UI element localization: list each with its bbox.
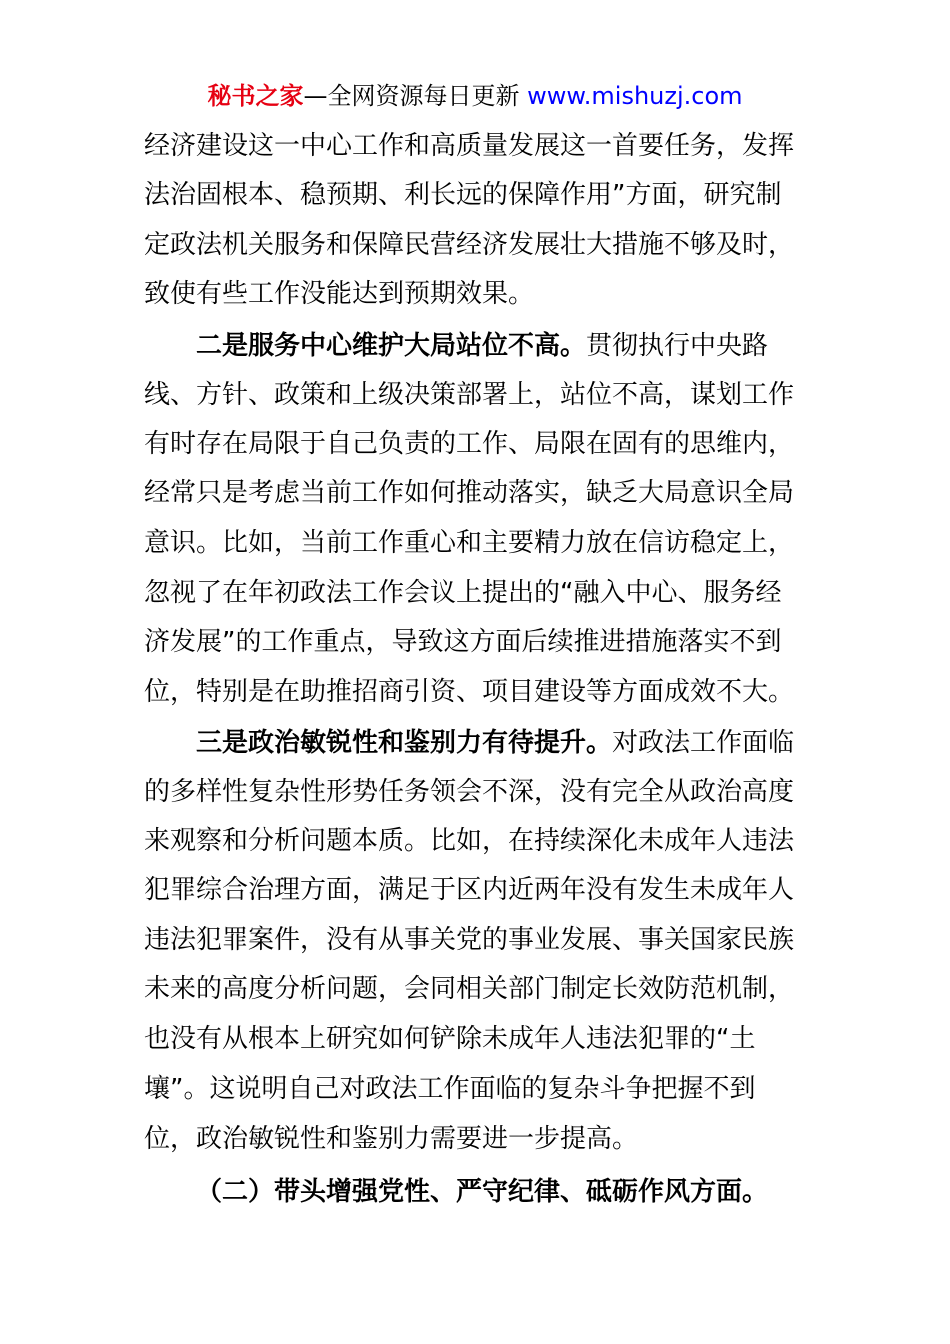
text-line: 违法犯罪案件，没有从事关党的事业发展、事关国家民族	[144, 925, 795, 955]
text-line: 来观察和分析问题本质。比如，在持续深化未成年人违法	[144, 826, 795, 856]
text-line: 线、方针、政策和上级决策部署上，站位不高，谋划工作	[144, 380, 795, 410]
text-line: 有时存在局限于自己负责的工作、局限在固有的思维内，	[144, 429, 795, 459]
page-header	[0, 80, 950, 112]
text-line: 位，政治敏锐性和鉴别力需要进一步提高。	[144, 1124, 639, 1154]
site-brand: 秘书之家	[207, 82, 304, 110]
text-line: 犯罪综合治理方面，满足于区内近两年没有发生未成年人	[144, 875, 795, 905]
section-heading: （二）带头增强党性、严守纪律、砥砺作风方面。	[196, 1177, 769, 1207]
text-line: 意识。比如，当前工作重心和主要精力放在信访稳定上，	[144, 528, 795, 558]
text-line: 定政法机关服务和保障民营经济发展壮大措施不够及时，	[144, 230, 795, 260]
site-url[interactable]: www.mishuzj.com	[527, 82, 743, 110]
paragraph-heading: 三是政治敏锐性和鉴别力有待提升。	[196, 728, 613, 758]
text-line: 未来的高度分析问题，会同相关部门制定长效防范机制，	[144, 974, 795, 1004]
paragraph-text: 贯彻执行中央路	[586, 331, 769, 361]
text-line: 的多样性复杂性形势任务领会不深，没有完全从政治高度	[144, 777, 795, 807]
text-line: 忽视了在年初政法工作会议上提出的“融入中心、服务经	[144, 578, 782, 608]
text-line: 也没有从根本上研究如何铲除未成年人违法犯罪的“土	[144, 1024, 756, 1054]
paragraph-text: 对政法工作面临	[612, 728, 795, 758]
paragraph-first-line	[196, 328, 768, 364]
text-line: 济发展”的工作重点，导致这方面后续推进措施落实不到	[144, 627, 782, 657]
site-slogan: —全网资源每日更新	[303, 82, 528, 110]
text-line: 壤”。这说明自己对政法工作面临的复杂斗争把握不到	[144, 1074, 756, 1104]
paragraph-first-line	[196, 725, 794, 761]
text-line: 法治固根本、稳预期、利长远的保障作用”方面，研究制	[144, 180, 782, 210]
text-line: 经常只是考虑当前工作如何推动落实，缺乏大局意识全局	[144, 478, 795, 508]
text-line: 致使有些工作没能达到预期效果。	[144, 279, 535, 309]
text-line: 经济建设这一中心工作和高质量发展这一首要任务，发挥	[144, 131, 795, 161]
paragraph-heading: 二是服务中心维护大局站位不高。	[196, 331, 587, 361]
text-line: 位，特别是在助推招商引资、项目建设等方面成效不大。	[144, 677, 795, 707]
